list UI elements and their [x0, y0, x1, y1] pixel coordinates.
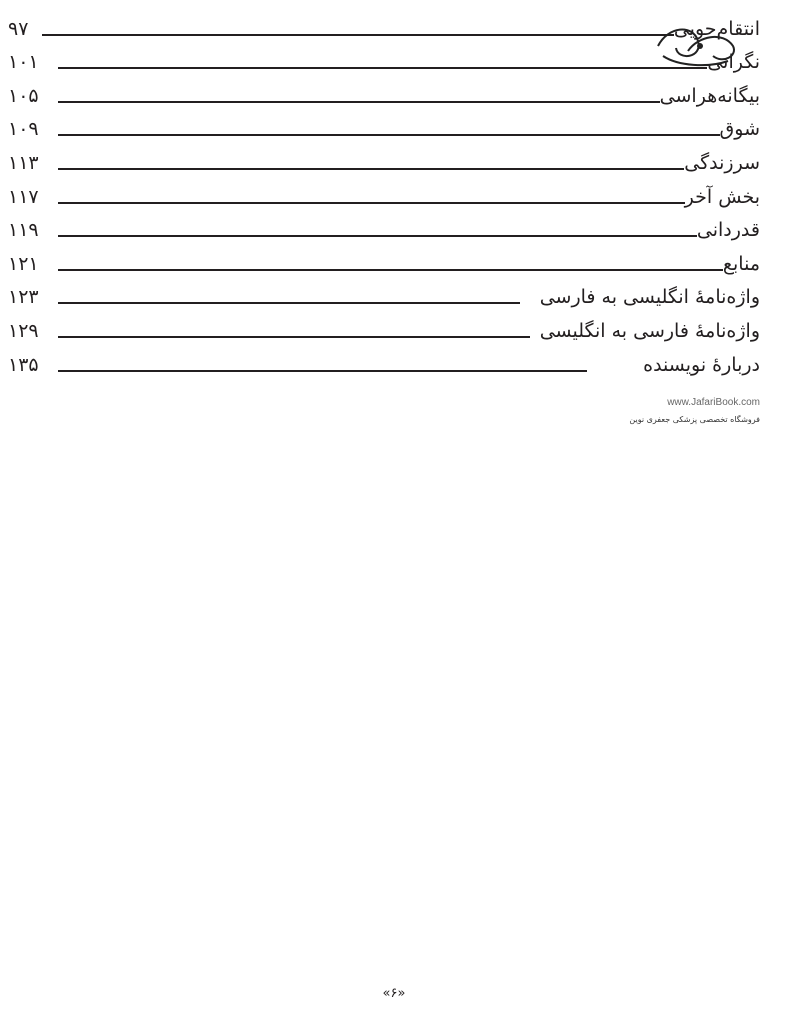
entry-title: واژه‌نامهٔ فارسی به انگلیسی: [539, 319, 760, 342]
toc-entry[interactable]: [8, 176, 760, 210]
leader-line: [58, 336, 530, 338]
entry-title: واژه‌نامهٔ انگلیسی به فارسی: [539, 286, 760, 309]
leader-line: [58, 67, 707, 69]
leader-line: [58, 202, 685, 204]
entry-title: انتقام‌جویی: [673, 17, 760, 40]
leader-line: [58, 269, 723, 271]
entry-title: سرزندگی: [684, 151, 760, 174]
toc-entry[interactable]: [8, 277, 760, 311]
entry-title: قدردانی: [696, 219, 760, 242]
page-number: ۱۲۹: [8, 319, 39, 342]
entry-title: بخش آخر: [684, 185, 760, 208]
page-number: ۱۱۳: [8, 151, 39, 174]
toc-entry[interactable]: [8, 8, 760, 42]
toc-entry[interactable]: [8, 310, 760, 344]
table-of-contents: [8, 8, 760, 378]
page-number: ۱۱۷: [8, 185, 39, 208]
toc-entry[interactable]: [8, 42, 760, 76]
page-number: ۱۲۳: [8, 286, 39, 309]
entry-title: نگرانی: [707, 51, 760, 74]
leader-line: [42, 34, 674, 36]
toc-entry[interactable]: [8, 142, 760, 176]
page-number: ۱۲۱: [8, 252, 39, 275]
watermark-url: www.JafariBook.com: [667, 397, 760, 408]
page-number: ۱۰۹: [8, 118, 39, 141]
page-number: ۱۱۹: [8, 219, 39, 242]
entry-title: منابع: [722, 252, 760, 275]
page-number-footer: «۶»: [382, 986, 406, 1001]
toc-entry[interactable]: [8, 210, 760, 244]
leader-line: [58, 302, 520, 304]
leader-line: [58, 101, 660, 103]
page-number: ۱۳۵: [8, 353, 39, 376]
page-number: ۱۰۱: [8, 51, 39, 74]
leader-line: [58, 134, 720, 136]
entry-title: بیگانه‌هراسی: [659, 84, 760, 107]
toc-entry[interactable]: [8, 109, 760, 143]
toc-entry[interactable]: [8, 344, 760, 378]
leader-line: [58, 168, 684, 170]
page-number: ۹۷: [8, 17, 29, 40]
watermark-shop: فروشگاه تخصصی پزشکی جعفری نوین: [629, 415, 760, 424]
toc-entry[interactable]: [8, 243, 760, 277]
page-number: ۱۰۵: [8, 84, 39, 107]
toc-entry[interactable]: [8, 75, 760, 109]
entry-title: دربارهٔ نویسنده: [643, 353, 760, 376]
leader-line: [58, 370, 587, 372]
leader-line: [58, 235, 697, 237]
entry-title: شوق: [719, 118, 760, 141]
